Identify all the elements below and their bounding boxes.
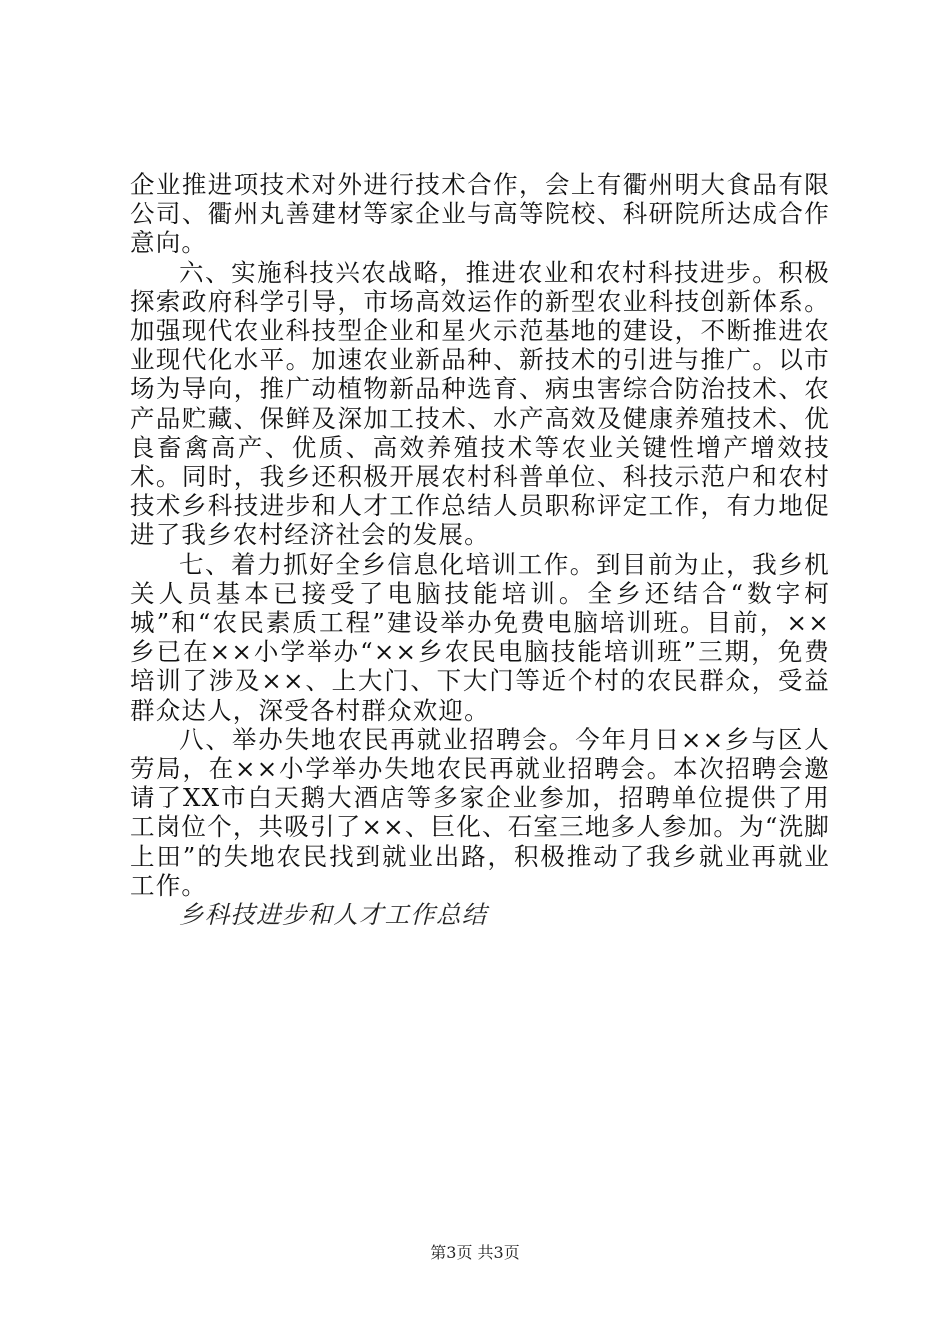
paragraph-continuation: 企业推进项技术对外进行技术合作，会上有衢州明大食品有限公司、衢州丸善建材等家企业与高等院校、科研院所达成合作意向。 (130, 170, 830, 258)
paragraph-section-six: 六、实施科技兴农战略，推进农业和农村科技进步。积极探索政府科学引导，市场高效运作的新型农业科技创新体系。加强现代农业科技型企业和星火示范基地的建设，不断推进农业现代化水平。加速农业新品种、新技术的引进与推广。以市场为导向，推广动植物新品种选育、病虫害综合防治技术、农产品贮藏、保鲜及深加工技术、水产高效及健康养殖技术、优良畜禽高产、优质、高效养殖技术等农业关键性增产增效技术。同时，我乡还积极开展农村科普单位、科技示范户和农村技术乡科技进步和人才工作总结人员职称评定工作，有力地促进了我乡农村经济社会的发展。 (130, 257, 830, 550)
page-number-footer: 第3页 共3页 (430, 1243, 520, 1262)
paragraph-section-seven: 七、着力抓好全乡信息化培训工作。到目前为止，我乡机关人员基本已接受了电脑技能培训。全乡还结合“数字柯城”和“农民素质工程”建设举办免费电脑培训班。目前，××乡已在××小学举办“××乡农民电脑技能培训班”三期，免费培训了涉及××、上大门、下大门等近个村的农民群众，受益群众达人，深受各村群众欢迎。 (130, 549, 830, 725)
document-body (130, 170, 830, 929)
paragraph-section-eight: 八、举办失地农民再就业招聘会。今年月日××乡与区人劳局，在××小学举办失地农民再就业招聘会。本次招聘会邀请了XX市白天鹅大酒店等多家企业参加，招聘单位提供了用工岗位个，共吸引了××、巨化、石室三地多人参加。为“洗脚上田”的失地农民找到就业出路，积极推动了我乡就业再就业工作。 (130, 724, 830, 900)
closing-title: 乡科技进步和人才工作总结 (179, 900, 488, 930)
